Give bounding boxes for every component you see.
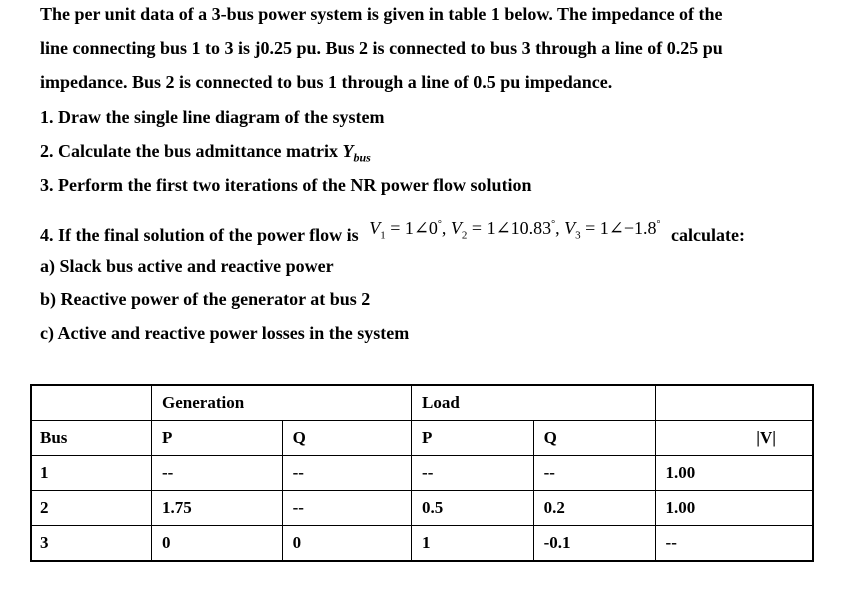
question-3: 3. Perform the first two iterations of the NR power flow solution	[40, 175, 532, 195]
voltage-equation: $V_1$ = 1∠0°, $V_2$ = 1∠10.83°, $V_3$ = 1∠−1.8°	[369, 218, 661, 242]
ybus-symbol: Y	[342, 141, 354, 161]
cell-load-p: --	[412, 456, 534, 491]
group-generation: Generation	[152, 385, 412, 421]
table-cell-empty	[31, 385, 152, 421]
intro-line-2: line connecting bus 1 to 3 is j0.25 pu. Bus 2 is connected to bus 3 through a line of 0.25 pu	[40, 38, 723, 58]
question-2-text: 2. Calculate the bus admittance matrix	[40, 141, 338, 161]
group-load: Load	[412, 385, 656, 421]
cell-gen-q: 0	[282, 526, 411, 562]
header-bus: Bus	[31, 421, 152, 456]
cell-bus: 2	[31, 491, 152, 526]
header-gen-q: Q	[282, 421, 411, 456]
table-row	[31, 526, 813, 562]
question-4	[40, 218, 746, 254]
ybus-subscript: bus	[353, 150, 371, 165]
question-2	[40, 140, 371, 169]
intro-line-3: impedance. Bus 2 is connected to bus 1 through a line of 0.5 pu impedance.	[40, 72, 613, 92]
header-voltage-magnitude: |V|	[655, 421, 813, 456]
cell-voltage: --	[655, 526, 813, 562]
question-4-prefix: 4. If the final solution of the power flow is	[40, 225, 359, 245]
table-cell-empty	[655, 385, 813, 421]
question-4-suffix: calculate:	[671, 225, 746, 245]
header-load-q: Q	[533, 421, 655, 456]
header-gen-p: P	[152, 421, 283, 456]
cell-load-p: 1	[412, 526, 534, 562]
cell-bus: 1	[31, 456, 152, 491]
cell-gen-p: --	[152, 456, 283, 491]
table-row	[31, 491, 813, 526]
question-4b: b) Reactive power of the generator at bus 2	[40, 289, 371, 309]
bus-data-table	[30, 384, 814, 562]
cell-gen-p: 0	[152, 526, 283, 562]
table-group-header-row	[31, 385, 813, 421]
cell-gen-p: 1.75	[152, 491, 283, 526]
cell-load-q: --	[533, 456, 655, 491]
cell-gen-q: --	[282, 491, 411, 526]
question-4c: c) Active and reactive power losses in the system	[40, 323, 410, 343]
table-row	[31, 456, 813, 491]
question-4a: a) Slack bus active and reactive power	[40, 256, 334, 276]
cell-load-q: 0.2	[533, 491, 655, 526]
cell-bus: 3	[31, 526, 152, 562]
cell-load-q: -0.1	[533, 526, 655, 562]
cell-gen-q: --	[282, 456, 411, 491]
cell-voltage: 1.00	[655, 491, 813, 526]
header-load-p: P	[412, 421, 534, 456]
table-header-row	[31, 421, 813, 456]
cell-load-p: 0.5	[412, 491, 534, 526]
cell-voltage: 1.00	[655, 456, 813, 491]
question-1: 1. Draw the single line diagram of the system	[40, 107, 385, 127]
intro-line-1: The per unit data of a 3-bus power system is given in table 1 below. The impedance of the	[40, 4, 723, 24]
